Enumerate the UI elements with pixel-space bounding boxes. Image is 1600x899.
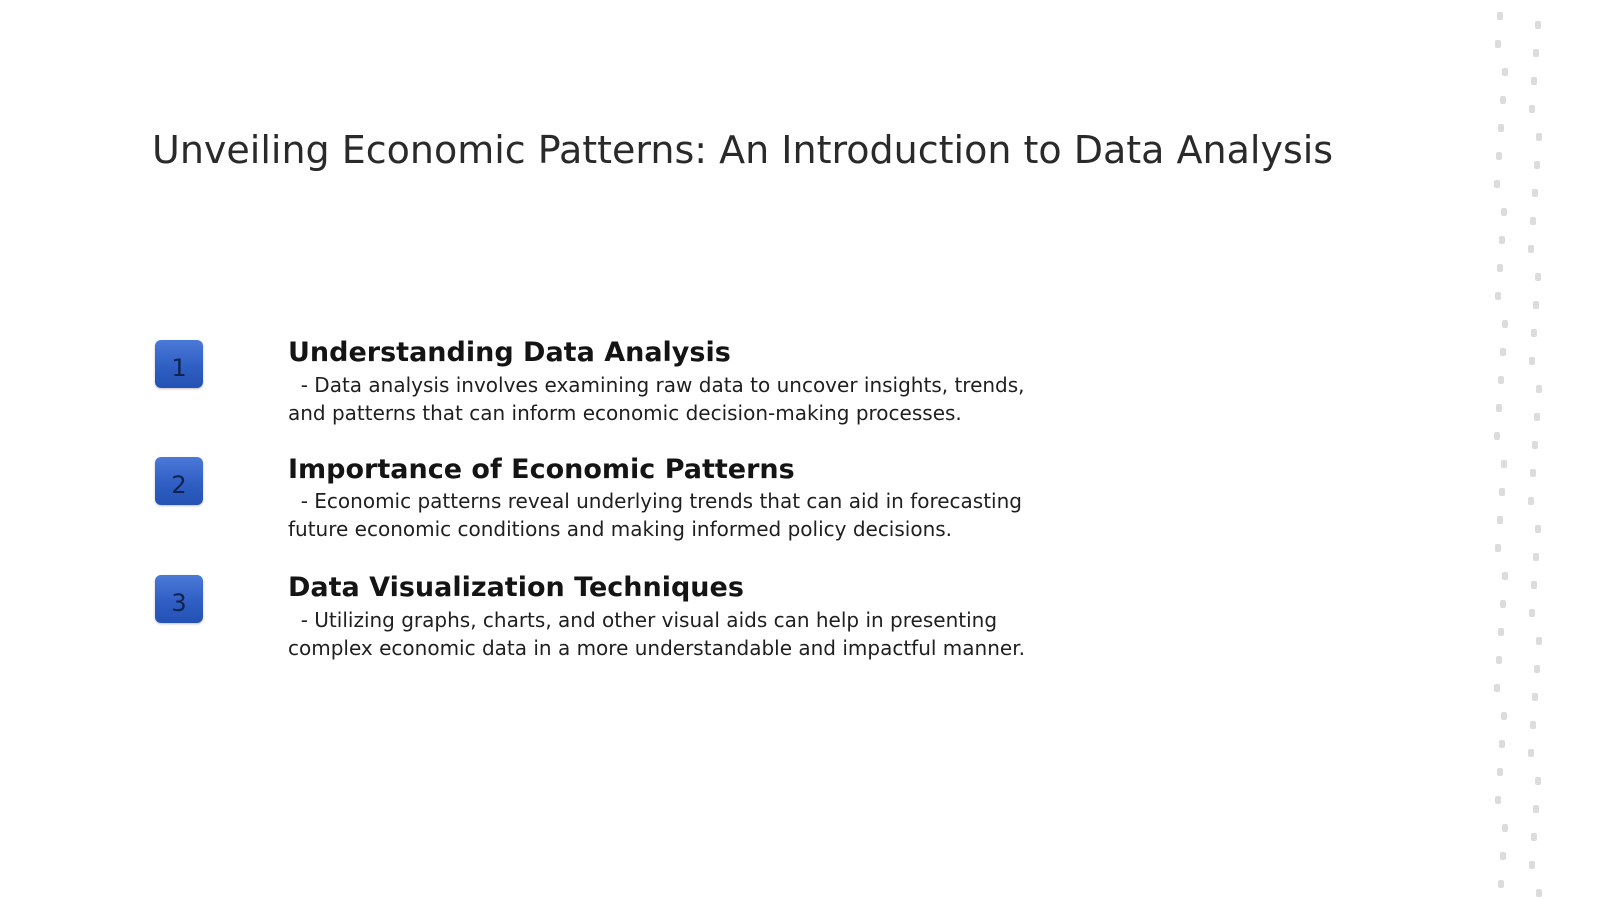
decorative-dot (1496, 656, 1502, 664)
decorative-dot (1533, 301, 1539, 309)
decorative-dot (1531, 329, 1537, 337)
decorative-dot (1494, 180, 1500, 188)
decorative-dot (1531, 833, 1537, 841)
decorative-dot (1532, 441, 1538, 449)
decorative-dot (1497, 516, 1503, 524)
decorative-dot (1530, 721, 1536, 729)
number-badge: 1 (155, 340, 203, 388)
decorative-dot (1498, 880, 1504, 888)
description-line: complex economic data in a more understandable and impactful manner. (288, 636, 1025, 660)
description-line: future economic conditions and making informed policy decisions. (288, 517, 953, 541)
decorative-dot (1534, 413, 1540, 421)
decorative-dot (1529, 861, 1535, 869)
decorative-dot (1535, 21, 1541, 29)
description-line: and patterns that can inform economic decision-making processes. (288, 401, 962, 425)
decorative-dot (1502, 320, 1508, 328)
decorative-dot (1496, 152, 1502, 160)
decorative-dot (1495, 544, 1501, 552)
decorative-dot (1500, 600, 1506, 608)
decorative-dot (1533, 553, 1539, 561)
decorative-dot (1498, 628, 1504, 636)
decorative-dot (1502, 68, 1508, 76)
decorative-dot (1536, 133, 1542, 141)
decorative-dot (1529, 105, 1535, 113)
decorative-dot (1533, 49, 1539, 57)
description-line: - Utilizing graphs, charts, and other visual aids can help in presenting (288, 608, 998, 632)
decorative-dot (1528, 245, 1534, 253)
item-heading: Understanding Data Analysis (288, 337, 731, 368)
item-heading: Data Visualization Techniques (288, 572, 744, 603)
number-badge: 2 (155, 457, 203, 505)
item-description (288, 371, 1108, 427)
decorative-dot (1530, 217, 1536, 225)
decorative-dot (1501, 208, 1507, 216)
decorative-dot (1529, 357, 1535, 365)
description-line: - Data analysis involves examining raw data to uncover insights, trends, (288, 373, 1025, 397)
decorative-dot (1528, 749, 1534, 757)
decorative-dot (1498, 376, 1504, 384)
decorative-dot (1528, 497, 1534, 505)
slide-title: Unveiling Economic Patterns: An Introduction to Data Analysis (152, 128, 1334, 172)
decorative-dot (1497, 12, 1503, 20)
list-item (152, 454, 1152, 554)
decorative-dot (1502, 572, 1508, 580)
list-item (152, 337, 1152, 437)
decorative-dot (1501, 460, 1507, 468)
decorative-dot (1531, 581, 1537, 589)
decorative-dot (1534, 161, 1540, 169)
decorative-dot (1499, 488, 1505, 496)
decorative-dot (1499, 236, 1505, 244)
decorative-dot (1535, 273, 1541, 281)
decorative-dot (1535, 525, 1541, 533)
decorative-dot (1495, 796, 1501, 804)
decorative-dot (1535, 777, 1541, 785)
item-heading: Importance of Economic Patterns (288, 454, 795, 485)
list-item (152, 572, 1152, 672)
decorative-dot (1496, 404, 1502, 412)
decorative-dot (1494, 432, 1500, 440)
decorative-dot (1532, 189, 1538, 197)
decorative-dot (1501, 712, 1507, 720)
decorative-dot (1499, 740, 1505, 748)
decorative-dot (1533, 805, 1539, 813)
decorative-dot (1529, 609, 1535, 617)
decorative-dot (1532, 693, 1538, 701)
decorative-dot (1494, 684, 1500, 692)
number-badge: 3 (155, 575, 203, 623)
decorative-dot (1536, 889, 1542, 897)
decorative-dot (1536, 637, 1542, 645)
decorative-dot-pattern (1460, 0, 1600, 899)
decorative-dot (1534, 665, 1540, 673)
decorative-dot (1536, 385, 1542, 393)
item-description (288, 487, 1108, 543)
decorative-dot (1497, 768, 1503, 776)
item-description (288, 606, 1108, 662)
decorative-dot (1495, 292, 1501, 300)
decorative-dot (1500, 96, 1506, 104)
decorative-dot (1497, 264, 1503, 272)
decorative-dot (1530, 469, 1536, 477)
description-line: - Economic patterns reveal underlying trends that can aid in forecasting (288, 489, 1022, 513)
decorative-dot (1500, 348, 1506, 356)
decorative-dot (1500, 852, 1506, 860)
decorative-dot (1531, 77, 1537, 85)
decorative-dot (1498, 124, 1504, 132)
decorative-dot (1495, 40, 1501, 48)
decorative-dot (1502, 824, 1508, 832)
